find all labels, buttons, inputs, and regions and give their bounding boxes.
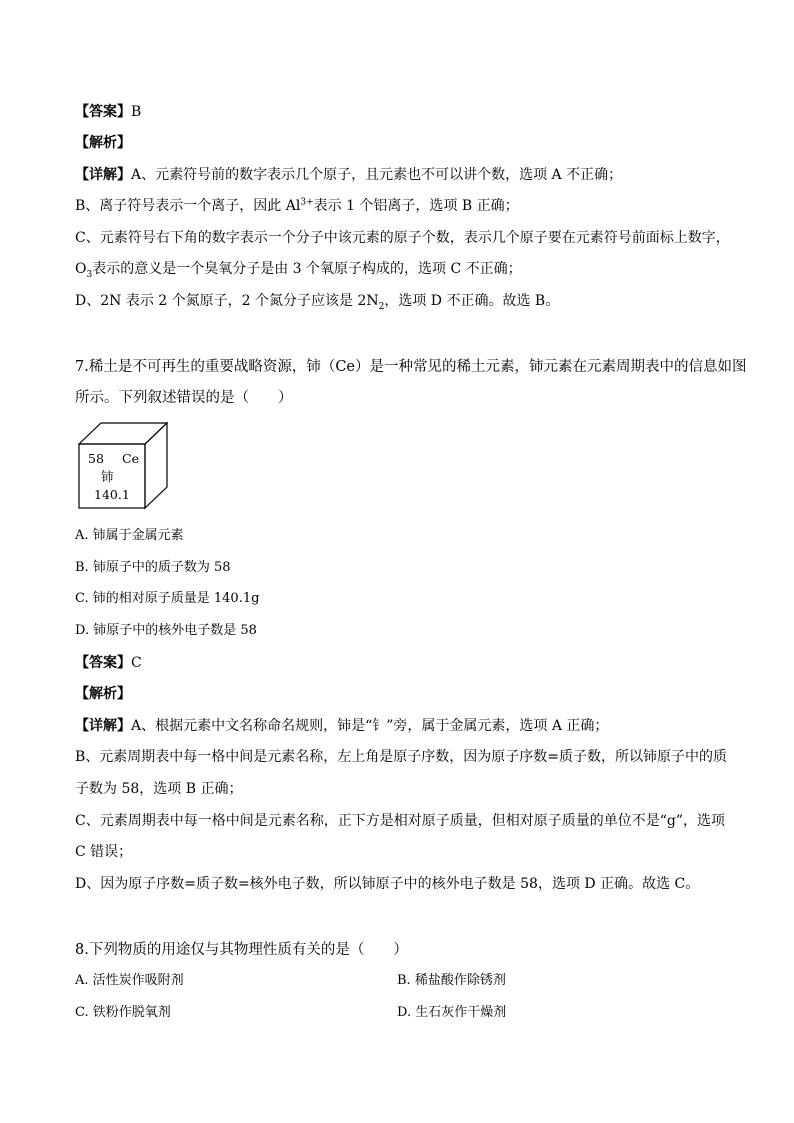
detail-tag: 【详解】: [75, 718, 131, 734]
element-atomic-number: 58: [88, 451, 104, 466]
q8-stem: 8.下列物质的用途仅与其物理性质有关的是（ ）: [75, 942, 408, 958]
q8-option-b: B. 稀盐酸作除锈剂: [397, 973, 506, 988]
element-symbol: Ce: [122, 451, 139, 466]
q6-answer: [75, 103, 141, 121]
q7-answer: [75, 654, 142, 672]
ozone-formula: O: [75, 261, 87, 277]
q6-detail-line-d: D、2N 表示 2 个氮原子，2 个氮分子应该是 $2N_2$，选项 D 不正确。故选 B。: [75, 293, 560, 312]
q7-option-b: B. 铈原子中的质子数为 58: [75, 560, 231, 575]
q7-option-d: D. 铈原子中的核外电子数是 58: [75, 623, 257, 638]
q8-option-d: D. 生石灰作干燥剂: [397, 1005, 507, 1020]
q6-detail-line-b: B、离子符号表示一个离子，因此 $Al^{3+}$表示 1 个铝离子，选项 B 正确；: [75, 197, 519, 214]
element-card-cerium: [78, 422, 168, 510]
answer-value: B: [131, 104, 142, 120]
q7-option-c: C. 铈的相对原子质量是 140.1g: [75, 591, 260, 606]
answer-value: C: [131, 655, 142, 671]
q7-detail-line-d: D、因为原子序数=质子数=核外电子数，所以铈原子中的核外电子数是 58，选项 D 正确。故选 C。: [75, 876, 700, 892]
q6-detail-line-c2: $O_3$表示的意义是一个臭氧分子是由 3 个氧原子构成的，选项 C 不正确；: [75, 261, 522, 280]
q8-option-c: C. 铁粉作脱氧剂: [75, 1005, 171, 1020]
q7-detail-line-b2: 子数为 58，选项 B 正确；: [75, 781, 243, 797]
detail-tag: 【详解】: [75, 167, 131, 183]
q7-analysis-tag: 【解析】: [75, 686, 131, 702]
element-name: 铈: [101, 469, 114, 484]
q6-detail-line-c1: C、元素符号右下角的数字表示一个分子中该元素的原子个数，表示几个原子要在元素符号前面标上数字，: [75, 230, 730, 246]
answer-tag: 【答案】: [75, 104, 131, 120]
q7-stem-line2: 所示。下列叙述错误的是（ ）: [75, 390, 293, 406]
answer-tag: 【答案】: [75, 655, 131, 671]
q7-detail-line-c1: C、元素周期表中每一格中间是元素名称，正下方是相对原子质量，但相对原子质量的单位不是“g”，选项: [75, 813, 725, 829]
q7-detail-line-b1: B、元素周期表中每一格中间是元素名称，左上角是原子序数，因为原子序数=质子数，所以铈原子中的质: [75, 749, 728, 765]
q7-option-a: A. 铈属于金属元素: [75, 528, 184, 543]
ion-charge: 3+: [300, 197, 314, 208]
element-atomic-mass: 140.1: [94, 487, 130, 502]
q7-stem-line1: 7.稀土是不可再生的重要战略资源，铈（Ce）是一种常见的稀土元素，铈元素在元素周期表中的信息如图: [75, 359, 747, 375]
q6-detail-line-a: 【详解】A、元素符号前的数字表示几个原子，且元素也不可以讲个数，选项 A 不正确；: [75, 167, 623, 183]
q8-option-a: A. 活性炭作吸附剂: [75, 973, 184, 988]
q7-detail-line-a: 【详解】A、根据元素中文名称命名规则，铈是“钅”旁，属于金属元素，选项 A 正确；: [75, 718, 609, 734]
ion-symbol: Al: [285, 198, 301, 214]
q6-analysis-tag: 【解析】: [75, 135, 131, 151]
q7-detail-line-c2: C 错误；: [75, 844, 133, 860]
